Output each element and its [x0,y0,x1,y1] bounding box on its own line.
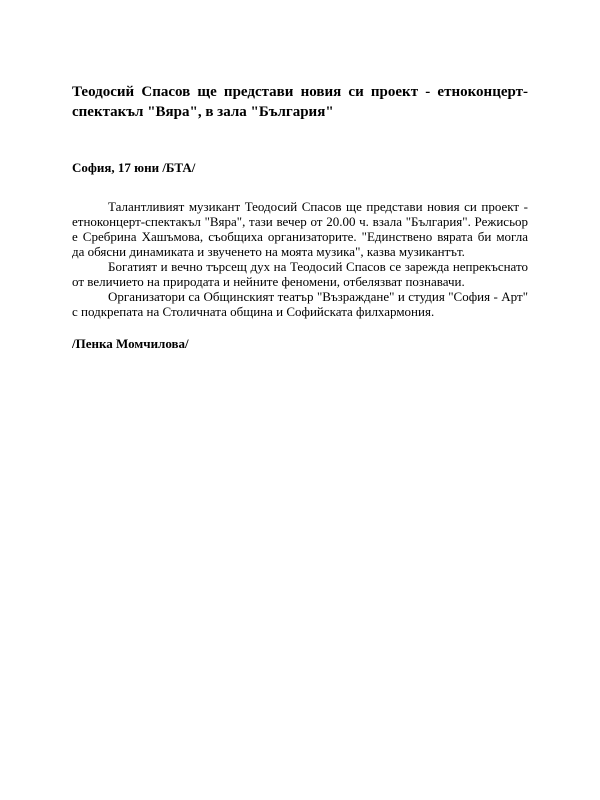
paragraph: Талантливият музикант Теодосий Спасов ще представи новия си проект - етноконцерт-спектакъл "Вяра", тази вечер от 20.00 ч. взала "България". Режисьор е Сребрина Хашъмова, съобщиха организаторите. "Единствено вярата би могла да обясни динамиката и звученето на моята музика", казва музикантът. [72,199,528,259]
article-body [72,199,528,319]
author-signature: /Пенка Момчилова/ [72,336,189,351]
paragraph: Богатият и вечно търсещ дух на Теодосий Спасов се зарежда непрекъснато от величието на природата и нейните феномени, отбелязват познавачи. [72,259,528,289]
dateline: София, 17 юни /БТА/ [72,160,196,175]
article-title: Теодосий Спасов ще представи новия си проект - етноконцерт-спектакъл "Вяра", в зала "България" [72,84,528,120]
paragraph: Организатори са Общинският театър "Възраждане" и студия "София - Арт" с подкрепата на Столичната община и Софийската филхармония. [72,289,528,319]
document-page [72,82,528,352]
